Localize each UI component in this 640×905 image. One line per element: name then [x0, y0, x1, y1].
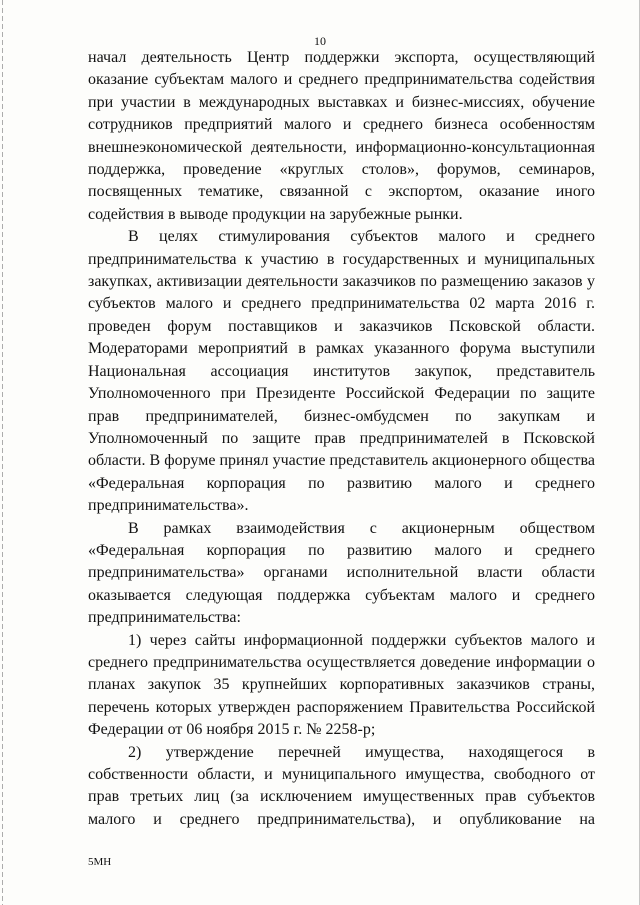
text-line: перечень которых утвержден распоряжением Правительства Российской: [88, 698, 595, 716]
document-body: [88, 47, 595, 831]
text-line: области. В форуме принял участие представитель акционерного общества: [88, 452, 595, 470]
text-line: Федерации от 06 ноября 2015 г. № 2258-р;: [88, 721, 376, 739]
text-line: Уполномоченный по защите прав предпринимателей в Псковской: [88, 429, 595, 447]
text-line: прав предпринимателей, бизнес-омбудсмен по закупкам и: [88, 407, 595, 425]
text-line: В целях стимулирования субъектов малого и среднего: [128, 228, 595, 246]
text-line: начал деятельность Центр поддержки экспорта, осуществляющий: [88, 49, 595, 66]
text-line: предпринимательства:: [88, 609, 241, 627]
text-line: посвященных тематике, связанной с экспортом, оказание иного: [88, 183, 595, 201]
footer-code: 5МН: [88, 856, 112, 868]
text-line: В рамках взаимодействия с акционерным обществом: [128, 519, 595, 537]
paragraph: [88, 518, 595, 630]
text-line: малого и среднего предпринимательства), и опубликование на: [88, 810, 595, 828]
text-line: 1) через сайты информационной поддержки субъектов малого и: [128, 631, 595, 649]
paragraph: [88, 47, 595, 226]
paragraph: [88, 226, 595, 517]
text-line: прав третьих лиц (за исключением имущественных прав субъектов: [88, 788, 595, 806]
text-line: Национальная ассоциация институтов закупок, представитель: [88, 362, 595, 380]
text-line: предпринимательства».: [88, 497, 249, 515]
text-line: планах закупок 35 крупнейших корпоративных заказчиков страны,: [88, 676, 595, 694]
text-line: предпринимательства» органами исполнительной власти области: [88, 564, 595, 582]
text-line: «Федеральная корпорация по развитию малого и среднего: [88, 541, 595, 559]
text-line: поддержка, проведение «круглых столов», форумов, семинаров,: [88, 161, 595, 179]
text-line: Уполномоченного при Президенте Российской Федерации по защите: [88, 385, 595, 403]
text-line: предпринимательства к участию в государственных и муниципальных: [88, 250, 595, 268]
text-line: проведен форум поставщиков и заказчиков Псковской области.: [88, 317, 595, 335]
text-line: оказывается следующая поддержка субъектам малого и среднего: [88, 586, 595, 604]
text-line: субъектов малого и среднего предпринимательства 02 марта 2016 г.: [88, 295, 595, 313]
scan-left-edge: [2, 0, 3, 905]
text-line: внешнеэкономической деятельности, информационно-консультационная: [88, 138, 595, 156]
text-line: оказание субъектам малого и среднего предпринимательства содействия: [88, 71, 595, 89]
paragraph: [88, 630, 595, 742]
text-line: 2) утверждение перечней имущества, находящегося в: [128, 743, 595, 761]
text-line: Модераторами мероприятий в рамках указанного форума выступили: [88, 340, 595, 358]
text-line: сотрудников предприятий малого и среднего бизнеса особенностям: [88, 116, 595, 134]
text-line: закупках, активизации деятельности заказчиков по размещению заказов у: [88, 273, 595, 291]
text-line: собственности области, и муниципального имущества, свободного от: [88, 766, 595, 783]
text-line: «Федеральная корпорация по развитию малого и среднего: [88, 474, 595, 492]
text-line: среднего предпринимательства осуществляется доведение информации о: [88, 653, 595, 671]
page-number: 10: [314, 34, 326, 48]
text-line: при участии в международных выставках и бизнес-миссиях, обучение: [88, 93, 595, 111]
paragraph: [88, 742, 595, 832]
text-line: содействия в выводе продукции на зарубежные рынки.: [88, 205, 463, 223]
